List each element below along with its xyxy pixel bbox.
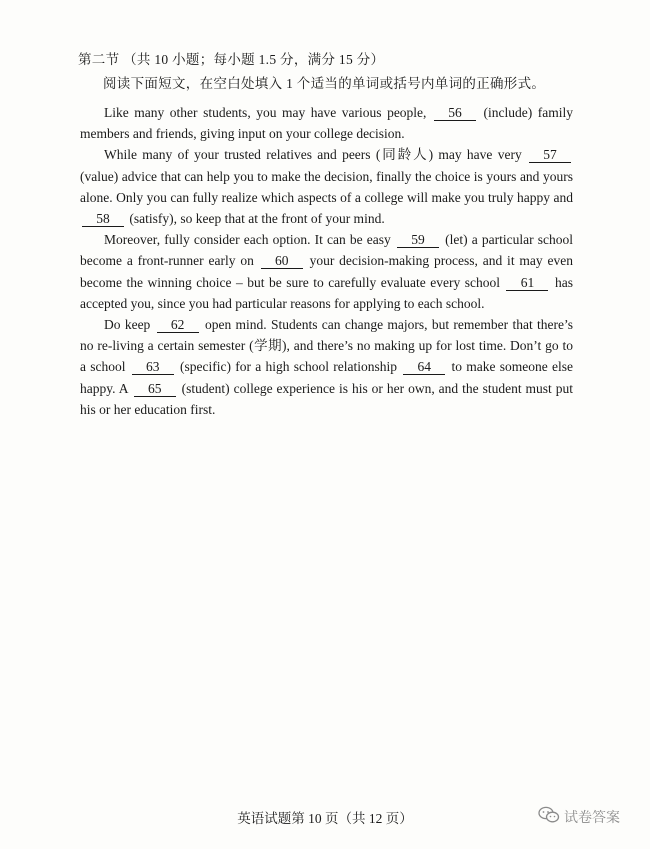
wechat-icon xyxy=(538,806,560,828)
passage-text: your decision-making process, and it may even become the winning choice – but be sure to carefully evaluate every school xyxy=(80,253,574,290)
passage-text: Do keep xyxy=(104,317,151,333)
blank-57[interactable]: 57 xyxy=(529,147,571,163)
paragraph-3 xyxy=(80,229,573,314)
blank-56[interactable]: 56 xyxy=(434,105,476,121)
blank-63[interactable]: 63 xyxy=(132,359,174,375)
paragraph-4 xyxy=(80,314,573,420)
passage-text: (student) college experience is his or her own, and the student must put his or her education first. xyxy=(80,380,574,417)
passage-text: open mind. Students can change majors, but remember that there’s no re-living a certain semester (学期), and there’s no making up for lost time. Don’t go to a school xyxy=(80,317,574,375)
passage-text: to make someone else happy. A xyxy=(80,359,574,396)
blank-65[interactable]: 65 xyxy=(134,381,176,397)
passage-text: (value) advice that can help you to make the decision, finally the choice is yours and yours alone. Only you can fully realize which aspects of a college will make you truly happy and xyxy=(80,168,573,205)
blank-64[interactable]: 64 xyxy=(403,359,445,375)
passage-text: (satisfy), so keep that at the front of your mind. xyxy=(129,211,385,227)
blank-62[interactable]: 62 xyxy=(157,317,199,333)
passage-text: While many of your trusted relatives and peers (同龄人) may have very xyxy=(104,147,522,163)
blank-58[interactable]: 58 xyxy=(82,211,124,227)
passage-text: Like many other students, you may have various people, xyxy=(104,105,427,120)
section-title: 第二节 （共 10 小题；每小题 1.5 分，满分 15 分） xyxy=(78,52,385,67)
passage-text: has accepted you, since you had particular reasons for applying to each school. xyxy=(80,274,573,311)
passage-text: (specific) for a high school relationship xyxy=(180,359,398,375)
passage-text: (let) a particular school become a front-runner early on xyxy=(80,232,574,269)
watermark-text: 试卷答案 xyxy=(564,810,620,826)
blank-60[interactable]: 60 xyxy=(261,253,303,269)
passage-text: (include) family members and friends, giving input on your college decision. xyxy=(80,105,573,142)
paragraph-1 xyxy=(80,102,573,144)
paragraph-2 xyxy=(80,144,573,229)
watermark xyxy=(538,806,620,828)
blank-59[interactable]: 59 xyxy=(397,232,439,248)
passage xyxy=(80,102,573,420)
section-instructions: 阅读下面短文，在空白处填入 1 个适当的单词或括号内单词的正确形式。 xyxy=(103,76,546,91)
passage-text: Moreover, fully consider each option. It can be easy xyxy=(104,232,391,248)
page-footer: 英语试题第 10 页（共 12 页） xyxy=(237,811,413,826)
blank-61[interactable]: 61 xyxy=(506,275,548,291)
